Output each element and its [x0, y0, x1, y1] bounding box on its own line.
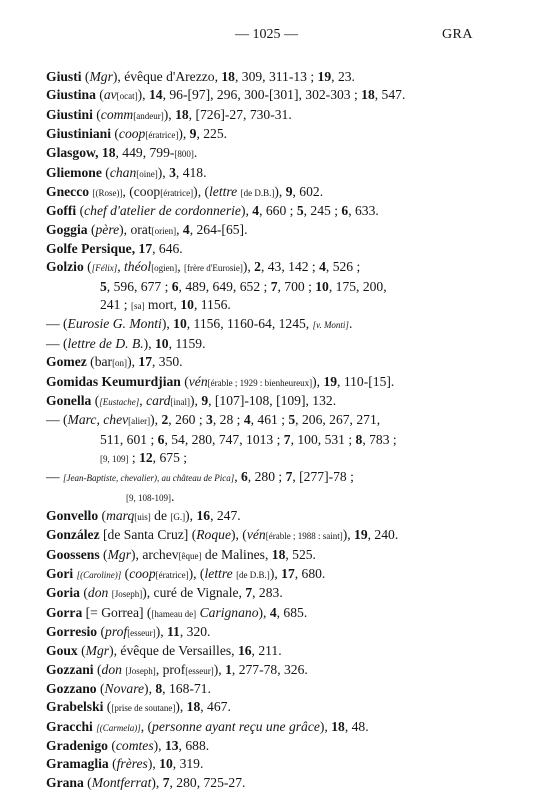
index-entry-gozzano: Gozzano (Novare), 8, 168-71.: [46, 681, 211, 696]
index-entry-goffi: Goffi (chef d'atelier de cordonnerie), 4, 660 ; 5, 245 ; 6, 633.: [46, 203, 379, 219]
index-entry-gracchi: Gracchi [(Carmela)], (personne ayant reçu une grâce), 18, 48.: [46, 718, 369, 734]
index-entry-gonella-jean-baptiste-cont: [9, 108-109].: [126, 488, 175, 504]
index-entry-golzio: Golzio ([Félix], théol[ogien], [frère d'Eurosie]), 2, 43, 142 ; 4, 526 ;: [46, 259, 361, 275]
index-entry-gonella: Gonella ([Eustache], card[inal]), 9, [107]-108, [109], 132.: [46, 392, 337, 408]
index-entry-goossens: Goossens (Mgr), archev[êque] de Malines, 18, 525.: [46, 546, 316, 562]
index-entry-glasgow: Glasgow, 18, 449, 799-[800].: [46, 145, 198, 161]
index-entry-gomez: Gomez (bar[on]), 17, 350.: [46, 354, 183, 370]
index-entry-gonella-marc-cont: [9, 109] ; 12, 675 ;: [100, 449, 188, 465]
index-entry-gori: Gori [(Caroline)] (coop[ératrice]), (lettre [de D.B.]), 17, 680.: [46, 565, 326, 581]
index-entry-gonella-marc: — (Marc, chev[alier]), 2, 260 ; 3, 28 ; 4, 461 ; 5, 206, 267, 271,: [46, 412, 381, 428]
page-header: [0, 27, 533, 47]
index-entry-giustina: Giustina (av[ocat]), 14, 96-[97], 296, 300-[301], 302-303 ; 18, 547.: [46, 87, 406, 103]
index-entry-gonella-jean-baptiste: — [Jean-Baptiste, chevalier), au château de Pica], 6, 280 ; 7, [277]-78 ;: [46, 469, 354, 485]
running-head: GRA: [441, 27, 473, 42]
page-number: — 1025 —: [235, 27, 298, 42]
index-entry-gramaglia: Gramaglia (frères), 10, 319.: [46, 756, 204, 772]
index-entry-golfe-persique: Golfe Persique, 17, 646.: [46, 241, 183, 257]
index-entry-gonvello: Gonvello (marq[uis] de [G.]), 16, 247.: [46, 507, 241, 523]
index-entry-goria: Goria (don [Joseph]), curé de Vignale, 7, 283.: [46, 585, 283, 601]
index-entry-gonella-marc-cont: 511, 601 ; 6, 54, 280, 747, 1013 ; 7, 100, 531 ; 8, 783 ;: [100, 431, 397, 447]
index-entry-giusti: Giusti (Mgr), évêque d'Arezzo, 18, 309, 311-13 ; 19, 23.: [46, 69, 355, 84]
index-entry-giustini: Giustini (comm[andeur]), 18, [726]-27, 730-31.: [46, 106, 292, 122]
index-list: [46, 68, 508, 792]
index-entry-gorra: Gorra [= Gorrea] ([hameau de] Carignano), 4, 685.: [46, 604, 308, 620]
index-entry-gorresio: Gorresio (prof[esseur]), 11, 320.: [46, 623, 211, 639]
index-entry-giustiniani: Giustiniani (coop[ératrice]), 9, 225.: [46, 126, 228, 142]
index-entry-golzio-cont: 241 ; [sa] mort, 10, 1156.: [100, 297, 231, 313]
index-entry-gonzalez: González [de Santa Cruz] (Roque), (vén[érable ; 1988 : saint]), 19, 240.: [46, 527, 399, 543]
index-entry-golzio-eurosie: — (Eurosie G. Monti), 10, 1156, 1160-64, 1245, [v. Monti].: [46, 316, 353, 332]
index-entry-gliemone: Gliemone (chan[oine]), 3, 418.: [46, 164, 207, 180]
index-entry-goggia: Goggia (père), orat[orien], 4, 264-[65].: [46, 221, 248, 237]
index-entry-grana: Grana (Montferrat), 7, 280, 725-27.: [46, 774, 246, 790]
index-entry-golzio-cont: 5, 596, 677 ; 6, 489, 649, 652 ; 7, 700 ; 10, 175, 200,: [100, 278, 387, 294]
index-entry-gomidas-keumurdjian: Gomidas Keumurdjian (vén[érable ; 1929 : bienheureux]), 19, 110-[15].: [46, 373, 395, 389]
index-entry-grabelski: Grabelski ([prise de soutane]), 18, 467.: [46, 699, 231, 715]
index-entry-gnecco: Gnecco [(Rose)], (coop[ératrice]), (lettre [de D.B.]), 9, 602.: [46, 184, 324, 200]
index-entry-golzio-lettre: — (lettre de D. B.), 10, 1159.: [46, 335, 206, 351]
index-entry-gozzani: Gozzani (don [Joseph], prof[esseur]), 1, 277-78, 326.: [46, 661, 308, 677]
index-entry-gradenigo: Gradenigo (comtes), 13, 688.: [46, 738, 210, 754]
index-entry-goux: Goux (Mgr), évêque de Versailles, 16, 211.: [46, 643, 282, 659]
